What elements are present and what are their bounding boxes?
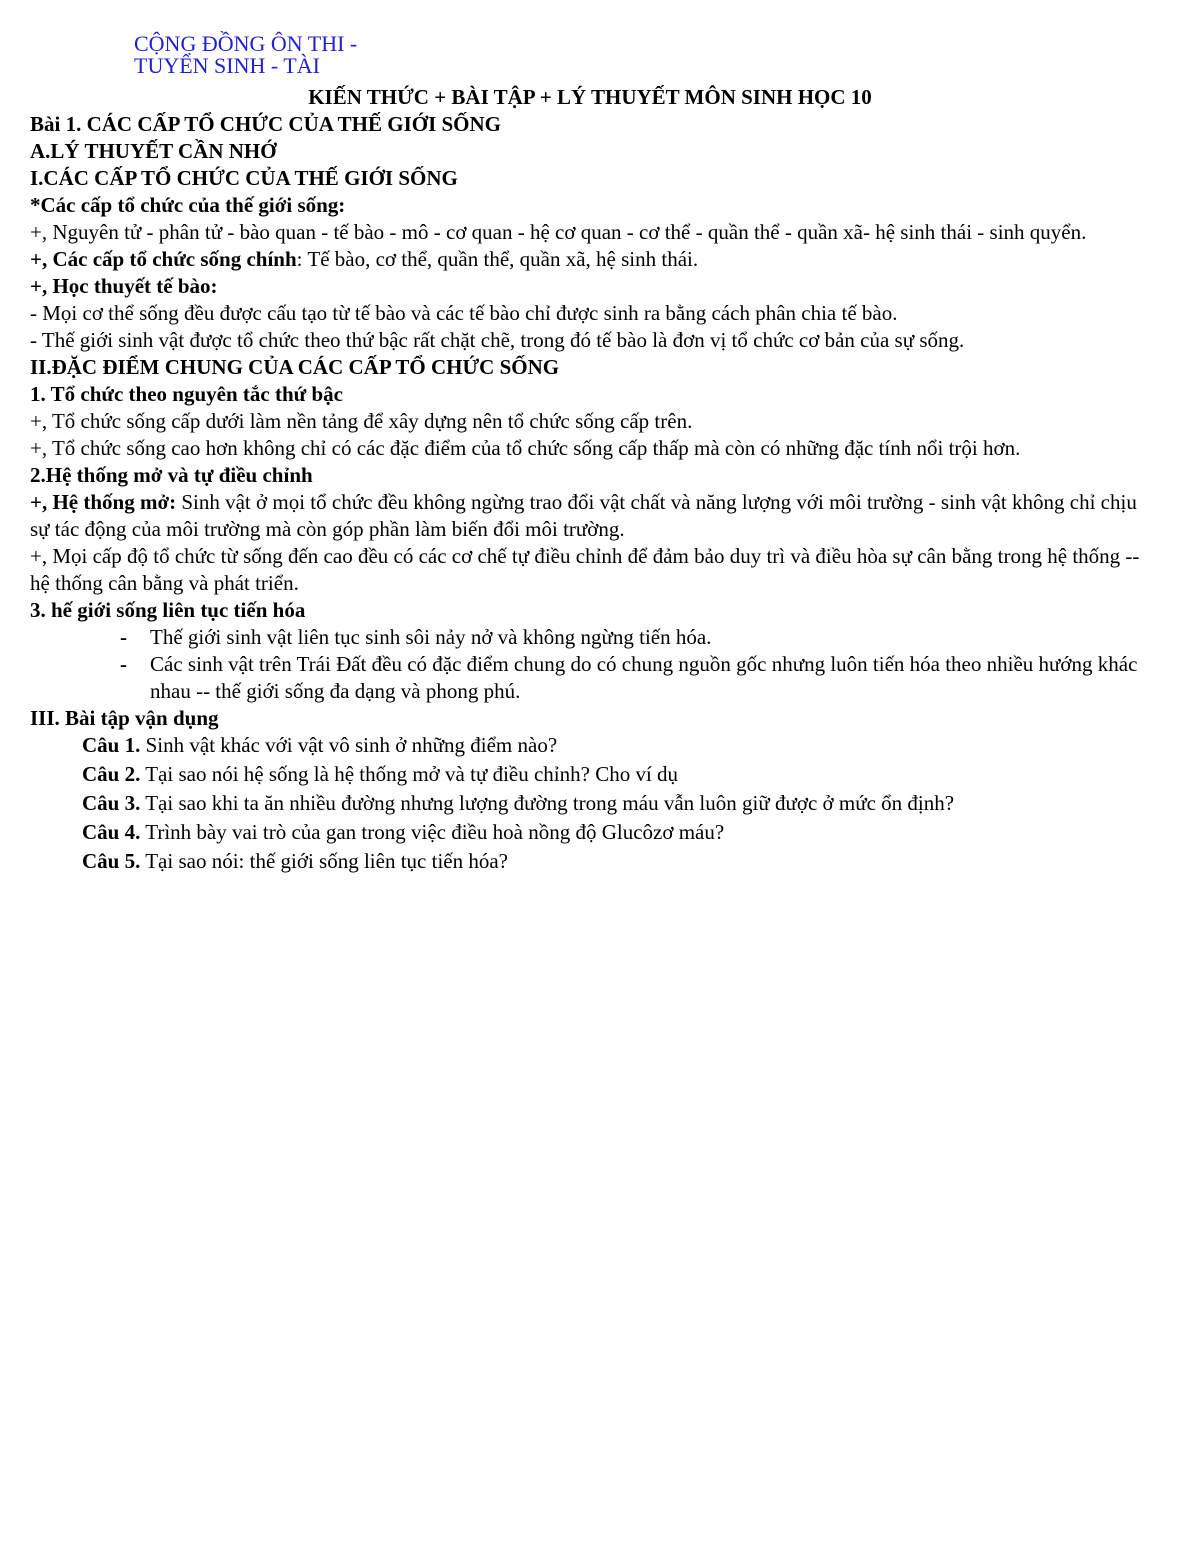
part-2-heading: 2.Hệ thống mở và tự điều chỉnh — [30, 463, 313, 487]
question-label: Câu 2. — [82, 762, 141, 786]
list-item — [120, 651, 1140, 705]
list-item — [120, 624, 1140, 651]
main-levels-label: +, Các cấp tổ chức sống chính — [30, 247, 297, 271]
cell-theory-point-1: - Mọi cơ thể sống đều được cấu tạo từ tế bào và các tế bào chỉ được sinh ra bằng cách phân chia tế bào. — [30, 301, 898, 325]
cell-theory-label: +, Học thuyết tế bào: — [30, 274, 218, 298]
question-text: Tại sao nói hệ sống là hệ thống mở và tự điều chỉnh? Cho ví dụ — [140, 762, 679, 786]
section-1-subheading: *Các cấp tổ chức của thế giới sống: — [30, 193, 346, 217]
section-3-heading: III. Bài tập vận dụng — [30, 706, 219, 730]
header-line-2: TUYỂN SINH - TÀI — [134, 53, 320, 78]
question-text: Trình bày vai trò của gan trong việc điều hoà nồng độ Glucôzơ máu? — [140, 820, 725, 844]
part-1-point-b: +, Tổ chức sống cao hơn không chỉ có các đặc điểm của tổ chức sống cấp thấp mà còn có những đặc tính nổi trội hơn. — [30, 436, 1021, 460]
evolution-bullet-list — [30, 624, 1140, 705]
question-label: Câu 1. — [82, 733, 141, 757]
question-label: Câu 3. — [82, 791, 141, 815]
document-body — [30, 84, 1140, 877]
section-2-heading: II.ĐẶC ĐIỂM CHUNG CỦA CÁC CẤP TỔ CHỨC SỐNG — [30, 355, 560, 379]
section-a-heading: A.LÝ THUYẾT CẦN NHỚ — [30, 139, 277, 163]
question-5 — [30, 848, 1140, 875]
question-2 — [30, 761, 1140, 788]
main-levels-paragraph — [30, 246, 1140, 273]
document-title: KIẾN THỨC + BÀI TẬP + LÝ THUYẾT MÔN SINH HỌC 10 — [308, 85, 872, 109]
question-text: Tại sao nói: thế giới sống liên tục tiến hóa? — [140, 849, 509, 873]
question-label: Câu 4. — [82, 820, 141, 844]
bullet-dash: - — [120, 652, 127, 676]
header-banner — [134, 30, 434, 78]
lesson-title: Bài 1. CÁC CẤP TỔ CHỨC CỦA THẾ GIỚI SỐNG — [30, 112, 502, 136]
question-1 — [30, 732, 1140, 759]
part-1-point-a: +, Tổ chức sống cấp dưới làm nền tảng để xây dựng nên tổ chức sống cấp trên. — [30, 409, 693, 433]
part-2-point-b: +, Mọi cấp độ tổ chức từ sống đến cao đều có các cơ chế tự điều chỉnh để đảm bảo duy trì và điều hòa sự cân bằng trong hệ thống -- hệ thống cân bằng và phát triển. — [30, 544, 1140, 595]
bullet-text: Thế giới sinh vật liên tục sinh sôi nảy nở và không ngừng tiến hóa. — [150, 625, 712, 649]
main-levels-text: : Tế bào, cơ thể, quần thể, quần xã, hệ sinh thái. — [296, 247, 699, 271]
section-1-heading: I.CÁC CẤP TỔ CHỨC CỦA THẾ GIỚI SỐNG — [30, 166, 458, 190]
open-system-label: +, Hệ thống mở: — [30, 490, 177, 514]
question-label: Câu 5. — [82, 849, 141, 873]
question-3 — [30, 790, 1140, 817]
part-1-heading: 1. Tổ chức theo nguyên tắc thứ bậc — [30, 382, 343, 406]
cell-theory-point-2: - Thế giới sinh vật được tổ chức theo thứ bậc rất chặt chẽ, trong đó tế bào là đơn vị tổ chức cơ bản của sự sống. — [30, 328, 965, 352]
part-3-heading: 3. hế giới sống liên tục tiến hóa — [30, 598, 306, 622]
header-line-1: CỘNG ĐỒNG ÔN THI - — [134, 31, 358, 56]
bullet-text: Các sinh vật trên Trái Đất đều có đặc điểm chung do có chung nguồn gốc nhưng luôn tiến hóa theo nhiều hướng khác nhau -- thế giới sống đa dạng và phong phú. — [150, 652, 1138, 703]
part-2-point-a — [30, 489, 1140, 543]
question-text: Tại sao khi ta ăn nhiều đường nhưng lượng đường trong máu vẫn luôn giữ được ở mức ổn định? — [140, 791, 955, 815]
levels-paragraph: +, Nguyên tử - phân tử - bào quan - tế bào - mô - cơ quan - hệ cơ quan - cơ thể - quần thể - quần xã- hệ sinh thái - sinh quyển. — [30, 220, 1087, 244]
question-text: Sinh vật khác với vật vô sinh ở những điểm nào? — [140, 733, 558, 757]
question-4 — [30, 819, 1140, 846]
open-system-text: Sinh vật ở mọi tổ chức đều không ngừng trao đổi vật chất và năng lượng với môi trường - sinh vật không chỉ chịu sự tác động của môi trường mà còn góp phần làm biến đổi môi trường. — [30, 490, 1137, 541]
bullet-dash: - — [120, 625, 127, 649]
